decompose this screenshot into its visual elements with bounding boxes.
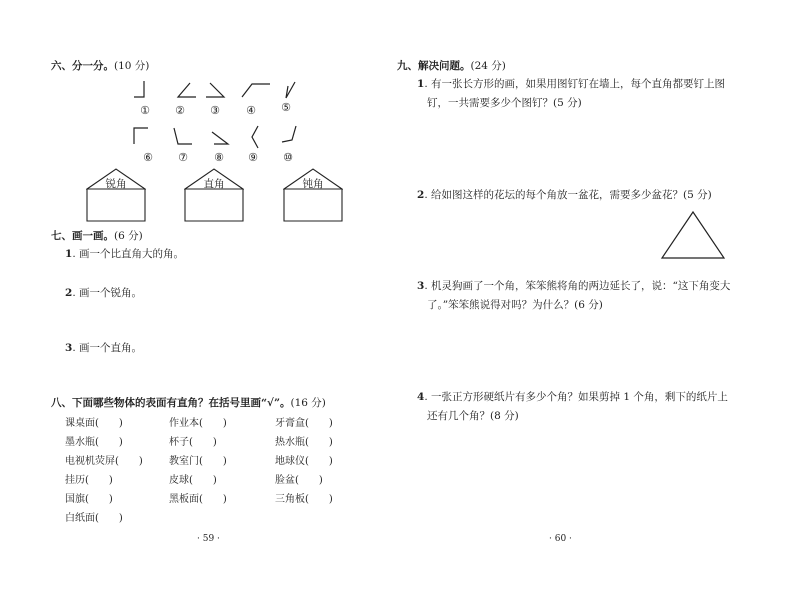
angle-7-figure: [174, 128, 192, 144]
angle-label-10: ⑩: [283, 151, 293, 164]
flowerbed-triangle-figure: [660, 210, 726, 260]
section-9-heading: [397, 59, 506, 73]
house-label-right: 直角: [203, 178, 225, 190]
object-item: 挂历( ): [65, 475, 113, 486]
house-label-acute: 锐角: [105, 178, 127, 190]
object-item: 白纸面( ): [65, 513, 123, 524]
angle-label-3: ③: [210, 104, 220, 117]
angle-label-5: ⑤: [281, 101, 291, 114]
angle-label-6: ⑥: [143, 151, 153, 164]
section-8-heading: [51, 396, 326, 410]
angle-10-figure: [282, 126, 296, 142]
section-6-title: 六、分一分。: [51, 60, 114, 72]
angle-9-figure: [252, 126, 258, 148]
page-number-left: · 59 ·: [197, 534, 220, 544]
angle-label-2: ②: [175, 104, 185, 117]
angle-label-7: ⑦: [178, 151, 188, 164]
section-7-heading: [51, 229, 143, 243]
section-9-score: (24 分): [470, 60, 506, 72]
object-item: 热水瓶( ): [275, 437, 333, 448]
section-7-title: 七、画一画。: [51, 230, 114, 242]
house-right-box: [184, 167, 244, 223]
angle-4-figure: [242, 84, 270, 97]
section-9-question-3-line-1: 3. 机灵狗画了一个角，笨笨熊将角的两边延长了，说：“这下角变大: [417, 280, 731, 292]
section-7-score: (6 分): [114, 230, 143, 242]
section-9-title: 九、解决问题。: [397, 60, 471, 72]
object-item: 脸盆( ): [275, 475, 323, 486]
object-item: 牙膏盒( ): [275, 418, 333, 429]
section-6-heading: [51, 59, 149, 73]
object-item: 课桌面( ): [65, 418, 123, 429]
section-8-title: 八、下面哪些物体的表面有直角？在括号里画“√”。: [51, 397, 291, 409]
object-item: 三角板( ): [275, 494, 333, 505]
house-obtuse-box: [283, 167, 343, 223]
section-7-question-1: 1. 画一个比直角大的角。: [65, 248, 184, 260]
angle-figures-row-2: [130, 124, 330, 150]
section-9-question-1-line-2: 钉，一共需要多少个图钉？(5 分): [427, 97, 582, 109]
object-item: 地球仪( ): [275, 456, 333, 467]
page-number-right: · 60 ·: [549, 534, 572, 544]
object-item: 墨水瓶( ): [65, 437, 123, 448]
angle-5-figure: [286, 82, 295, 98]
object-item: 电视机荧屏( ): [65, 456, 143, 467]
object-item: 国旗( ): [65, 494, 113, 505]
angle-label-4: ④: [246, 104, 256, 117]
object-item: 教室门( ): [169, 456, 227, 467]
object-item: 皮球( ): [169, 475, 217, 486]
object-item: 黑板面( ): [169, 494, 227, 505]
section-8-score: (16 分): [290, 397, 326, 409]
angle-8-figure: [212, 132, 228, 144]
section-9-question-1-line-1: 1. 有一张长方形的画，如果用图钉钉在墙上，每个直角都要钉上图: [417, 78, 725, 90]
section-7-question-2: 2. 画一个锐角。: [65, 287, 142, 299]
section-6-score: (10 分): [114, 60, 150, 72]
house-label-obtuse: 钝角: [302, 178, 324, 190]
section-9-question-4-line-1: 4. 一张正方形硬纸片有多少个角？如果剪掉 1 个角，剩下的纸片上: [417, 391, 728, 403]
house-acute-box: [86, 167, 146, 223]
section-7-question-3: 3. 画一个直角。: [65, 342, 142, 354]
angle-2-figure: [178, 83, 196, 97]
angle-1-figure: [134, 81, 144, 97]
angle-label-9: ⑨: [248, 151, 258, 164]
angle-label-1: ①: [140, 104, 150, 117]
section-9-question-2: 2. 给如图这样的花坛的每个角放一盆花，需要多少盆花？(5 分): [417, 189, 712, 201]
section-9-question-3-line-2: 了。”笨笨熊说得对吗？为什么？(6 分): [427, 299, 603, 311]
angle-figures-row-1: [130, 78, 330, 104]
angle-6-figure: [134, 128, 148, 144]
object-item: 作业本( ): [169, 418, 227, 429]
angle-label-8: ⑧: [214, 151, 224, 164]
angle-3-figure: [206, 83, 224, 97]
object-item: 杯子( ): [169, 437, 217, 448]
section-9-question-4-line-2: 还有几个角？(8 分): [427, 410, 519, 422]
